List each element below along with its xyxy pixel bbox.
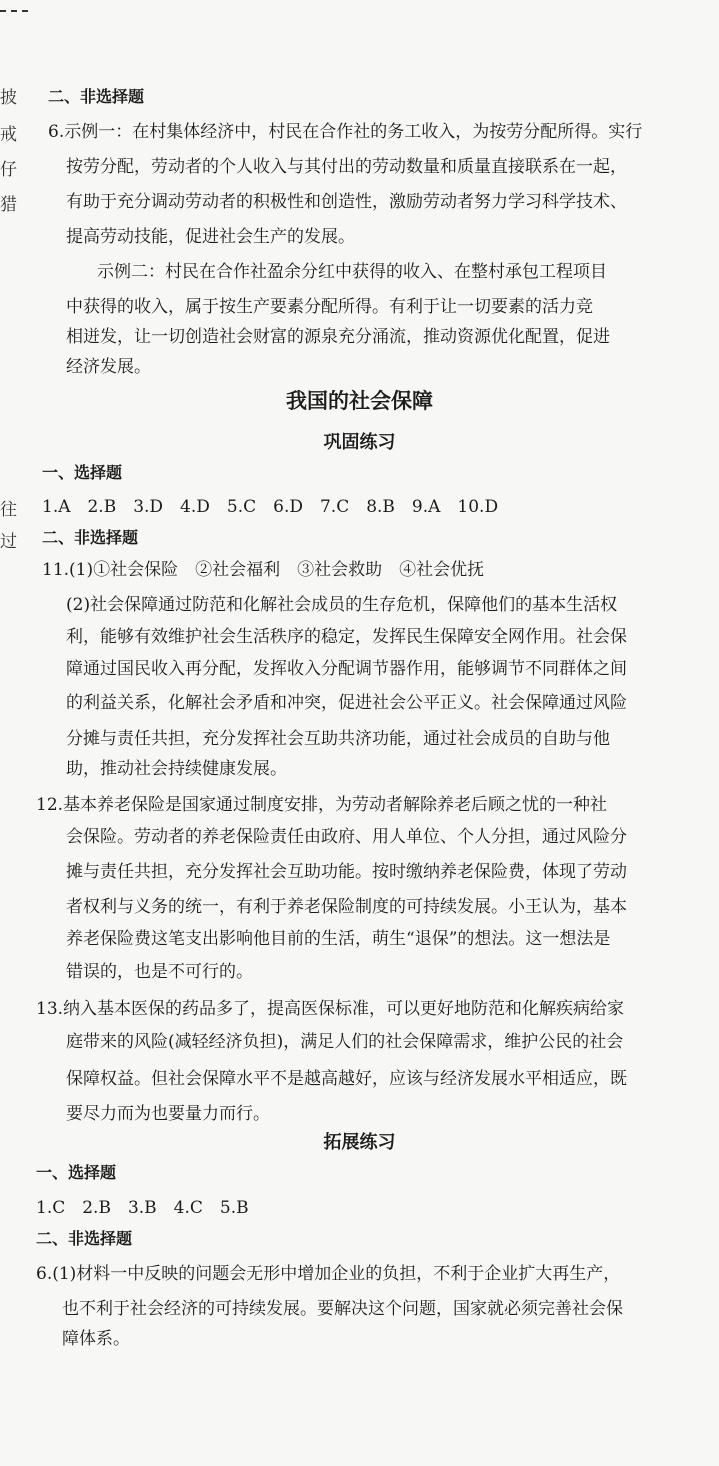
section-heading: 一、选择题 xyxy=(42,463,123,482)
answer-line: 6.(1)材料一中反映的问题会无形中增加企业的负担，不利于企业扩大再生产， xyxy=(36,1264,621,1284)
answer-line: 保障权益。但社会保障水平不是越高越好，应该与经济发展水平相适应，既 xyxy=(66,1069,627,1089)
answer-line: 会保险。劳动者的养老保险责任由政府、用人单位、个人分担，通过风险分 xyxy=(66,827,627,847)
answer-line: 6.示例一：在村集体经济中，村民在合作社的务工收入，为按劳分配所得。实行 xyxy=(48,122,643,142)
answer-line: 相迸发，让一切创造社会财富的源泉充分涌流，推动资源优化配置，促进 xyxy=(66,327,610,347)
section-heading: 一、选择题 xyxy=(36,1163,117,1182)
answer-line: 按劳分配，劳动者的个人收入与其付出的劳动数量和质量直接联系在一起， xyxy=(66,157,627,177)
answer-line: 中获得的收入，属于按生产要素分配所得。有利于让一切要素的活力竞 xyxy=(66,297,593,317)
margin-char: 戒 xyxy=(0,125,17,145)
answer-line: 示例二：村民在合作社盈余分红中获得的收入、在整村承包工程项目 xyxy=(80,262,607,282)
answer-line: 利，能够有效维护社会生活秩序的稳定，发挥民生保障安全网作用。社会保 xyxy=(66,627,627,647)
answer-line: 要尽力而为也要量力而行。 xyxy=(66,1104,270,1124)
margin-char: 仔 xyxy=(0,160,17,180)
answer-line: 障通过国民收入再分配，发挥收入分配调节器作用，能够调节不同群体之间 xyxy=(66,659,627,679)
margin-char: 猎 xyxy=(0,195,17,215)
margin-char: 往 xyxy=(0,500,17,520)
section-heading: 二、非选择题 xyxy=(42,528,139,547)
answer-line: 经济发展。 xyxy=(66,357,151,377)
answer-line: 障体系。 xyxy=(62,1329,130,1349)
margin-char: 披 xyxy=(0,88,17,108)
section-heading: 二、非选择题 xyxy=(48,87,145,106)
answer-line: 有助于充分调动劳动者的积极性和创造性，激励劳动者努力学习科学技术、 xyxy=(66,192,627,212)
answer-line: 者权利与义务的统一，有利于养老保险制度的可持续发展。小王认为，基本 xyxy=(66,897,627,917)
answer-line: 的利益关系，化解社会矛盾和冲突，促进社会公平正义。社会保障通过风险 xyxy=(66,693,627,713)
answer-line: 提高劳动技能，促进社会生产的发展。 xyxy=(66,227,355,247)
answer-line: 也不利于社会经济的可持续发展。要解决这个问题，国家就必须完善社会保 xyxy=(62,1299,623,1319)
answer-line: 13.纳入基本医保的药品多了，提高医保标准，可以更好地防范和化解疾病给家 xyxy=(36,999,625,1019)
answer-line: 助，推动社会持续健康发展。 xyxy=(66,759,287,779)
answer-line: 12.基本养老保险是国家通过制度安排，为劳动者解除养老后顾之忧的一种社 xyxy=(36,795,608,815)
subsection-title: 巩固练习 xyxy=(323,432,396,453)
margin-char: 过 xyxy=(0,532,17,552)
answer-line: 错误的，也是不可行的。 xyxy=(66,962,253,982)
corner-dash xyxy=(0,10,28,14)
answer-line: 摊与责任共担，充分发挥社会互助功能。按时缴纳养老保险费，体现了劳动 xyxy=(66,862,627,882)
choice-answers: 1.C 2.B 3.B 4.C 5.B xyxy=(36,1198,249,1218)
subsection-title: 拓展练习 xyxy=(323,1132,396,1153)
answer-line: 分摊与责任共担，充分发挥社会互助共济功能，通过社会成员的自助与他 xyxy=(66,729,610,749)
answer-line: 养老保险费这笔支出影响他目前的生活，萌生“退保”的想法。这一想法是 xyxy=(66,929,611,949)
choice-answers: 1.A 2.B 3.D 4.D 5.C 6.D 7.C 8.B 9.A 10.D xyxy=(42,497,499,517)
answer-line: 11.(1)①社会保险 ②社会福利 ③社会救助 ④社会优抚 xyxy=(42,560,485,580)
chapter-title: 我国的社会保障 xyxy=(286,389,433,413)
answer-line: 庭带来的风险(减轻经济负担)，满足人们的社会保障需求，维护公民的社会 xyxy=(66,1032,624,1052)
section-heading: 二、非选择题 xyxy=(36,1229,133,1248)
answer-line: (2)社会保障通过防范和化解社会成员的生存危机，保障他们的基本生活权 xyxy=(66,595,618,615)
